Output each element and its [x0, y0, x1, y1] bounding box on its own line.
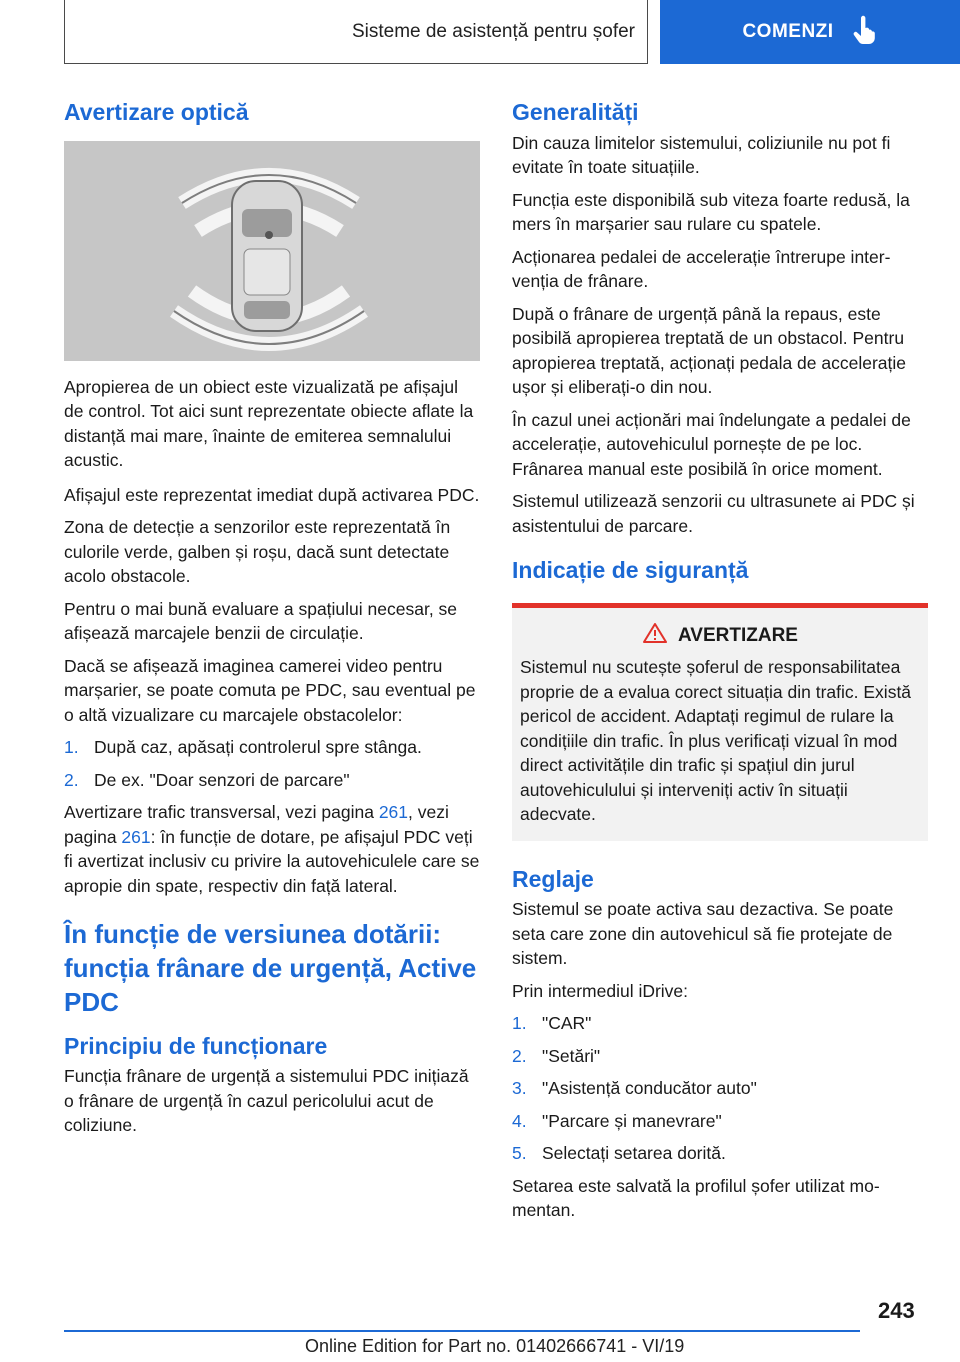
pointing-hand-icon [852, 15, 878, 50]
paragraph: Setarea este salvată la profilul șofer utilizat momentan. [512, 1175, 880, 1221]
step-number: 3. [512, 1078, 527, 1099]
step-number: 1. [512, 1013, 527, 1034]
step-text: De ex. "Doar senzori de parcare" [94, 769, 350, 790]
list-item [512, 1109, 928, 1134]
paragraph: Sistemul utilizează senzorii cu ultrasunete ai PDC și asistentului de parcare. [512, 491, 915, 536]
step-text: După caz, apăsați controlerul spre stânga. [94, 737, 422, 758]
paragraph: După o frânare de urgență până la repaus, este posibilă apropierea treptată de un obstacol. Pentru apropierea treptată, acționați pedala de accelerație ușor și eliberați-o din nou. [512, 303, 907, 398]
section-title: Sisteme de asistență pentru șofer [351, 20, 635, 42]
list-item [64, 768, 480, 793]
heading-operating-principle: Principiu de funcționare [64, 1032, 328, 1059]
list-item [512, 1141, 928, 1166]
text-fragment: , vezi pagina [64, 802, 449, 847]
parking-sensor-car-icon [64, 141, 480, 361]
paragraph: Afișajul este reprezentat imediat după activarea PDC. [64, 484, 480, 505]
list-item [512, 1044, 928, 1069]
step-number: 2. [512, 1045, 527, 1066]
paragraph: Prin intermediul iDrive: [512, 980, 689, 1001]
warning-text: Sistemul nu scutește șoferul de responsabilitatea proprie de a evalua corect situația din trafic. Există pericol de accident. Adaptați regimul de rulare la condițiile din trafic. În plus verificați vizual în mod direct activitățile din trafic și spațiul din jurul autovehiculului și interveniți activ în situații adecvate. [520, 657, 912, 824]
step-number: 4. [512, 1110, 527, 1131]
paragraph: Din cauza limitelor sistemului, coliziunile nu pot fi evitate în toate situațiile. [512, 132, 891, 178]
heading-visual-warning: Avertizare optică [64, 99, 249, 125]
tab-comenzi[interactable] [660, 0, 960, 64]
paragraph: Sistemul se poate activa sau dezactiva. Se poate seta care zone din autovehicul să fie protejate de sistem. [512, 899, 894, 969]
paragraph: În cazul unei acționări mai îndelungate a pedalei de accelerație, autovehiculul pornește de pe loc. Frânarea manual este posibilă în orice moment. [512, 409, 911, 479]
right-column [512, 98, 928, 1231]
page-number: 243 [878, 1298, 915, 1323]
heading-settings: Reglaje [512, 865, 594, 892]
pdc-display-figure [64, 141, 480, 361]
step-text: "Parcare și manevrare" [542, 1110, 722, 1131]
text-fragment: : în funcție de dotare, pe afișajul PDC veți fi avertizat inclusiv cu privire la autovehiculele care se apropie din spate, respectiv din față lateral. [64, 826, 480, 896]
page-link-261[interactable]: 261 [378, 802, 409, 823]
footer-edition: Online Edition for Part no. 01402666741 - VI/19 [305, 1336, 685, 1356]
paragraph: Zona de detecție a senzorilor este reprezentată în culorile verde, galben și roșu, dacă sunt detectate acolo obstacole. [64, 517, 451, 587]
warning-box [512, 603, 928, 841]
paragraph: Funcția este disponibilă sub viteza foarte redusă, la mers în marșarier sau rulare cu spatele. [512, 189, 910, 235]
list-item [64, 735, 480, 760]
left-column [64, 98, 480, 1146]
settings-steps-list [512, 1011, 928, 1166]
step-text: "Setări" [542, 1045, 601, 1066]
step-number: 1. [64, 737, 79, 758]
step-text: "Asistență conducător auto" [542, 1078, 757, 1099]
heading-general: Generalități [512, 99, 639, 125]
warning-title-row [520, 622, 920, 649]
cross-traffic-paragraph [64, 800, 480, 898]
header-section-title-box [64, 0, 648, 64]
step-number: 5. [512, 1143, 527, 1164]
paragraph: Apropierea de un obiect este vizualizată pe afișajul de control. Tot aici sunt reprezentate obiecte aflate la distanță mai mare, înainte de emiterea semnalului acustic. [64, 376, 474, 471]
list-item [512, 1076, 928, 1101]
paragraph: Acționarea pedalei de accelerație întrerupe intervenția de frânare. [512, 246, 891, 292]
tab-comenzi-label: COMENZI [742, 21, 834, 42]
text-fragment: Avertizare trafic transversal, vezi pagina [64, 802, 379, 823]
page-link-261[interactable]: 261 [121, 826, 151, 847]
paragraph: Pentru o mai bună evaluare a spațiului necesar, se afișează marcajele benzii de circulație. [64, 598, 458, 644]
step-number: 2. [64, 769, 79, 790]
warning-title: AVERTIZARE [678, 624, 798, 646]
list-item [512, 1011, 928, 1036]
heading-emergency-brake: În funcție de versiunea dotării: funcția frânare de urgență, Active PDC [64, 919, 477, 1017]
step-text: "CAR" [542, 1013, 592, 1034]
heading-safety-note: Indicație de siguranță [512, 557, 749, 584]
paragraph: Dacă se afișează imaginea camerei video pentru marșarier, se poate comuta pe PDC, sau eventual pe o altă vizualizare cu marcajele obstacolelor: [64, 655, 476, 725]
warning-triangle-icon [642, 622, 668, 649]
footer-divider [64, 1330, 860, 1332]
steps-list [64, 735, 480, 792]
paragraph: Funcția frânare de urgență a sistemului PDC inițiază o frânare de urgență în cazul pericolului acut de coliziune. [64, 1066, 469, 1136]
step-text: Selectați setarea dorită. [542, 1143, 726, 1164]
